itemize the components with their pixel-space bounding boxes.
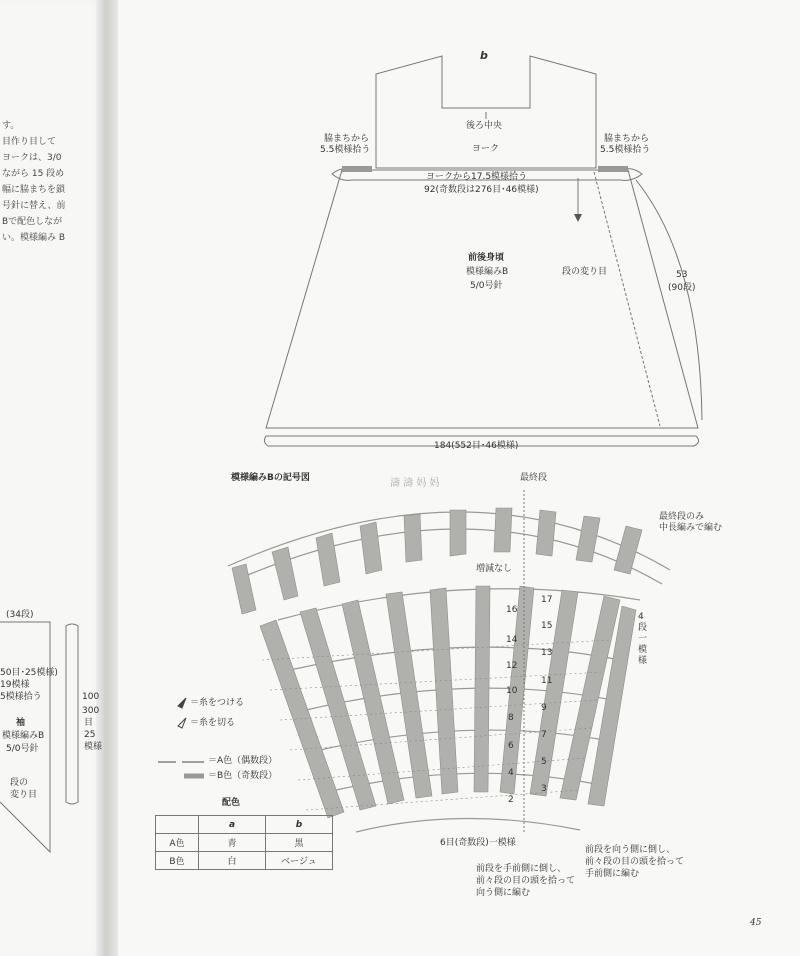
- left-text-6: 号針に替え、前: [2, 201, 66, 211]
- row-num-11: 11: [541, 676, 553, 686]
- row-num-10: 10: [506, 686, 518, 696]
- yarn-cut-icon: [178, 718, 186, 728]
- last-row-label: 最終段: [520, 473, 548, 483]
- note-right-3: 手前側に編む: [585, 869, 640, 879]
- row-num-4: 4: [508, 768, 514, 778]
- repeat-3: 一: [638, 634, 648, 644]
- row-change-label: 段の変り目: [562, 267, 608, 277]
- repeat-5: 様: [638, 656, 648, 666]
- row-change-arrowhead: [574, 214, 582, 222]
- repeat-4: 模: [638, 645, 648, 655]
- repeat-2: 段: [638, 623, 648, 633]
- bottom-width-label: 184(552目･46模様): [434, 441, 519, 451]
- row-num-2: 2: [508, 795, 514, 805]
- no-change-label: 増減なし: [476, 564, 513, 574]
- chart-lower-arc-top: [278, 589, 640, 620]
- sleeve-needle: 5/0号針: [6, 744, 39, 754]
- sleeve-pickup-2: 19模様: [0, 680, 30, 690]
- yarn-attach-icon: [178, 698, 186, 708]
- left-text-2: 目作り目して: [2, 137, 57, 147]
- yoke-pickup-label: ヨークから17.5模様拾う: [426, 172, 528, 182]
- row-change-line: [594, 172, 660, 426]
- yarn-cut-label: ＝糸を切る: [190, 718, 236, 728]
- chart-upper-arc-2: [236, 529, 662, 584]
- last-row-note-2: 中長編みで編む: [659, 523, 723, 533]
- repeat-1: 4: [638, 612, 644, 622]
- row-num-16: 16: [506, 605, 518, 615]
- gusset-right-1: 脇まちから: [604, 134, 650, 144]
- sleeve-height-1: 100: [82, 692, 100, 702]
- gusset-left-2: 5.5模様拾う: [320, 145, 371, 155]
- note-right-2: 前々段の目の頭を拾って: [585, 857, 685, 867]
- row-num-5: 5: [541, 757, 547, 767]
- sleeve-height-2: 300: [82, 706, 100, 716]
- body-title: 前後身頃: [468, 253, 505, 263]
- table-row: [156, 834, 333, 852]
- sleeve-title: 袖: [16, 718, 26, 728]
- height-cm: 53: [676, 270, 688, 280]
- note-left-1: 前段を手前側に倒し、: [476, 864, 567, 874]
- body-outline: [266, 170, 698, 428]
- left-text-7: Bで配色しなが: [2, 217, 63, 227]
- sleeve-height-3: 目: [84, 718, 94, 728]
- yarn-attach-label: ＝糸をつける: [190, 698, 245, 708]
- sleeve-pattern: 模様編みB: [2, 731, 45, 741]
- row-num-15: 15: [541, 621, 553, 631]
- left-text-8: い。模様編み B: [2, 233, 66, 243]
- left-gusset-bar: [342, 166, 372, 172]
- row-num-7: 7: [541, 730, 547, 740]
- chart-upper-arc-1: [228, 512, 670, 570]
- row-num-8: 8: [508, 713, 514, 723]
- body-needle: 5/0号針: [470, 281, 503, 291]
- left-text-3: ヨークは、3/0: [2, 153, 62, 163]
- gusset-left-1: 脇まちから: [324, 134, 370, 144]
- chart-title: 模様編みBの記号図: [231, 473, 310, 483]
- count-92-label: 92(奇数段は276目･46模様): [424, 185, 539, 195]
- yoke-label: ヨーク: [472, 144, 500, 154]
- table-row: [156, 852, 333, 870]
- sleeve-height-4: 25: [84, 730, 96, 740]
- row-num-13: 13: [541, 648, 553, 658]
- left-text-5: 幅に脇まちを鎖: [2, 185, 66, 195]
- page-number: 45: [750, 918, 762, 928]
- sleeve-pickup-1: 50目･25模様): [0, 668, 58, 678]
- row-num-6: 6: [508, 741, 514, 751]
- row-num-17: 17: [541, 595, 553, 605]
- body-pattern: 模様編みB: [466, 267, 509, 277]
- color-a-row-label: ＝A色（偶数段）: [208, 756, 278, 766]
- color-row-a: 青: [199, 834, 266, 852]
- height-bracket: [636, 180, 702, 420]
- sleeve-pickup-3: 5模様拾う: [0, 692, 42, 702]
- row-num-14: 14: [506, 635, 518, 645]
- color-table-title: 配色: [222, 798, 241, 808]
- note-right-1: 前段を向う側に倒し、: [585, 845, 676, 855]
- sleeve-height-bracket: [66, 624, 78, 804]
- color-row-a: 白: [199, 852, 266, 870]
- height-rows: (90段): [668, 283, 696, 293]
- color-row-b: ベージュ: [266, 852, 333, 870]
- row-num-9: 9: [541, 703, 547, 713]
- color-row-name: B色: [156, 852, 199, 870]
- color-table-header-b: b: [266, 816, 333, 834]
- gusset-right-2: 5.5模様拾う: [600, 145, 651, 155]
- row-num-12: 12: [506, 661, 518, 671]
- left-text-4: ながら 15 段め: [2, 169, 65, 179]
- sleeve-rows-label: (34段): [6, 610, 34, 620]
- row-num-3: 3: [541, 784, 547, 794]
- right-gusset-bar: [598, 166, 628, 172]
- color-table-header-a: a: [199, 816, 266, 834]
- color-b-row-label: ＝B色（奇数段）: [208, 771, 278, 781]
- last-row-note-1: 最終段のみ: [659, 512, 705, 522]
- back-center-label: 後ろ中央: [466, 121, 503, 131]
- sleeve-row-change-1: 段の: [10, 778, 29, 788]
- color-table: [155, 815, 333, 870]
- color-row-b: 黒: [266, 834, 333, 852]
- note-left-3: 向う側に編む: [476, 888, 531, 898]
- chart-lower-arc-bottom: [356, 818, 580, 832]
- sleeve-row-change-2: 変り目: [10, 790, 38, 800]
- diagram-label-b: b: [480, 49, 488, 62]
- color-row-name: A色: [156, 834, 199, 852]
- watermark: 濤 濤 妈 妈: [390, 478, 440, 489]
- six-odd-label: 6目(奇数段)一模様: [440, 838, 516, 848]
- left-text-1: す。: [2, 121, 20, 131]
- note-left-2: 前々段の目の頭を拾って: [476, 876, 576, 886]
- sleeve-height-5: 模様: [84, 742, 103, 752]
